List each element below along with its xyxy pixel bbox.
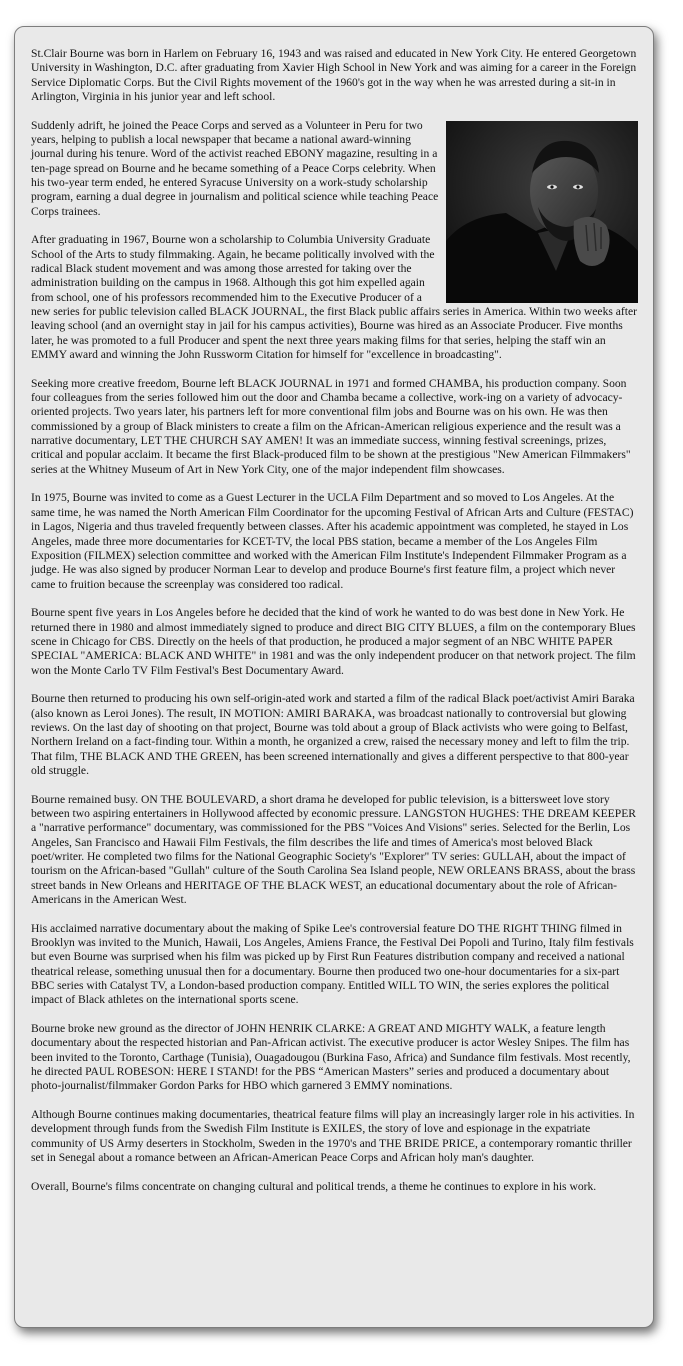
biography-card [14, 26, 654, 1328]
bio-paragraph-6: Bourne spent five years in Los Angeles before he decided that the kind of work he wanted to do was best done in New York. He returned there in 1980 and almost immediately signed to produce and direct BIG CITY BLUES, a film on the contemporary Blues scene in Chicago for CBS. Directly on the heels of that production, he produced a major segment of an NBC WHITE PAPER SPECIAL "AMERICA: BLACK AND WHITE" in 1981 and was the only independent producer on that network project. The film won the Monte Carlo TV Film Festival's Best Documentary Award. [31, 606, 636, 677]
bio-paragraph-10: Bourne broke new ground as the director of JOHN HENRIK CLARKE: A GREAT AND MIGHTY WALK, a feature length documentary about the respected historian and Pan-African activist. The executive producer is actor Wesley Snipes. The film has been invited to the Toronto, Carthage (Tunisia), Ouagadougou (Burkina Faso, Africa) and Sundance film festivals. Most recently, he directed PAUL ROBESON: HERE I STAND! for the PBS “American Masters” series and produced a documentary about photo-journalist/filmmaker Gordon Parks for HBO which garnered 3 EMMY nominations. [31, 1021, 631, 1093]
bio-paragraph-11: Although Bourne continues making documentaries, theatrical feature films will play an increasingly larger role in his activities. In development through funds from the Swedish Film Institute is EXILES, the story of love and espionage in the expatriate community of US Army deserters in Stockholm, Sweden in the 1970's and THE BRIDE PRICE, a contemporary romantic thriller set in Senegal about a romance between an African-American Peace Corps and African holy man's daughter. [31, 1107, 635, 1164]
bio-paragraph-8: Bourne remained busy. ON THE BOULEVARD, a short drama he developed for public television, is a bittersweet love story between two aspiring entertainers in Hollywood affected by economic pressure. LANGSTON HUGHES: THE DREAM KEEPER a "narrative performance" documentary, was commissioned for the PBS "Voices And Visions" series. Selected for the Berlin, Los Angeles, San Francisco and Hawaii Film Festivals, the film describes the life and times of America's most beloved Black poet/writer. He completed two films for the National Geographic Society's "Explorer" TV series: GULLAH, about the impact of tourism on the African-based "Gullah" culture of the South Carolina Sea Island people, NEW ORLEANS BRASS, about the brass street bands in New Orleans and HERITAGE OF THE BLACK WEST, an educational documentary about the role of African-Americans in the American West. [31, 792, 637, 906]
bio-paragraph-9: His acclaimed narrative documentary about the making of Spike Lee's controversial feature DO THE RIGHT THING filmed in Brooklyn was invited to the Munich, Hawaii, Los Angeles, Amiens France, the Festival Dei Popoli and Turino, Italy film festivals but even Bourne was surprised when his film was picked up by First Run Features distribution company and received a national theatrical release, something unusual then for a documentary. Bourne then produced two one-hour documentaries for a six-part BBC series with Catalyst TV, a London-based production company. Entitled WILL TO WIN, the series explores the political impact of Black athletes on the international sports scene. [31, 921, 634, 1007]
bio-paragraph-12: Overall, Bourne's films concentrate on changing cultural and political trends, a theme he continues to explore in his work. [31, 1179, 597, 1193]
bio-paragraph-5: In 1975, Bourne was invited to come as a Guest Lecturer in the UCLA Film Department and so moved to Los Angeles. At the same time, he was named the North American Film Coordinator for the upcoming Festival of African Arts and Culture (FESTAC) in Lagos, Nigeria and thus traveled frequently between classes. After his academic appointment was completed, he stayed in Los Angeles, made three more documentaries for KCET-TV, the local PBS station, became a member of the Los Angeles Film Exposition (FILMEX) selection committee and worked with the American Film Institute's Independent Filmmaker Program as a judge. He was also signed by producer Norman Lear to develop and produce Bourne's first feature film, a project which never came to fruition because the screenplay was considered too radical. [31, 491, 634, 591]
portrait-image [446, 121, 638, 303]
bio-paragraph-4: Seeking more creative freedom, Bourne left BLACK JOURNAL in 1971 and formed CHAMBA, his production company. Soon four colleagues from the series followed him out the door and Chamba became a collective, work-ing on a variety of advocacy-oriented projects. Two years later, his partners left for more conventional film jobs and Bourne was on his own. He was then commissioned by a group of Black ministers to create a film on the African-American religious experience and the result was a narrative documentary, LET THE CHURCH SAY AMEN! It was an immediate success, winning festival screenings, prizes, critical and popular acclaim. It became the first Black-produced film to be shown at the prestigious "New American Filmmakers" series at the Whitney Museum of Art in New York City, one of the major independent film showcases. [31, 376, 631, 476]
bio-paragraph-1: St.Clair Bourne was born in Harlem on February 16, 1943 and was raised and educated in New York City. He entered Georgetown University in Washington, D.C. after graduating from Xavier High School in New York and was aiming for a career in the Foreign Service Diplomatic Corps. But the Civil Rights movement of the 1960's got in the way when he was arrested during a sit-in in Arlington, Virginia in his junior year and left school. [31, 47, 637, 104]
bio-paragraph-3: After graduating in 1967, Bourne won a scholarship to Columbia University Graduate School of the Arts to study filmmaking. Again, he became politically involved with the radical Black student movement and was among those arrested for taking over the administration building on the campus in 1968. Although this got him expelled again from school, one of his professors recommended him to the Executive Producer of a new series for public television called BLACK JOURNAL, the first Black public affairs series in America. Within two weeks after leaving school (and an overnight stay in jail for his campus activities), Bourne was hired as an Associate Producer. Five months later, he was promoted to a full Producer and spent the next three years making films for that series, helping the staff win an EMMY award and winning the John Russworm Citation for himself for "excellence in broadcasting". [31, 233, 638, 362]
bio-paragraph-2: Suddenly adrift, he joined the Peace Corps and served as a Volunteer in Peru for two years, helping to publish a local newspaper that became a national award-winning journal during his tenure. Word of the activist reached EBONY magazine, resulting in a ten-page spread on Bourne and he became something of a Peace Corps celebrity. When his two-year term ended, he entered Syracuse University on a work-study scholarship program, earning a dual degree in journalism and political science while teaching Peace Corps trainees. [31, 118, 439, 218]
bio-paragraph-7: Bourne then returned to producing his own self-origin-ated work and started a film of the radical Black poet/activist Amiri Baraka (also known as Leroi Jones). The result, IN MOTION: AMIRI BARAKA, was broadcast nationally to controversial but glowing reviews. On the last day of shooting on that project, Bourne was told about a group of Black activists who were going to Belfast, Northern Ireland on a fact-finding tour. Within a month, he organized a crew, raised the necessary money and left to film the trip. That film, THE BLACK AND THE GREEN, has been screened internationally and gives a different perspective to that 800-year old struggle. [31, 692, 635, 777]
portrait-photo [446, 121, 638, 303]
